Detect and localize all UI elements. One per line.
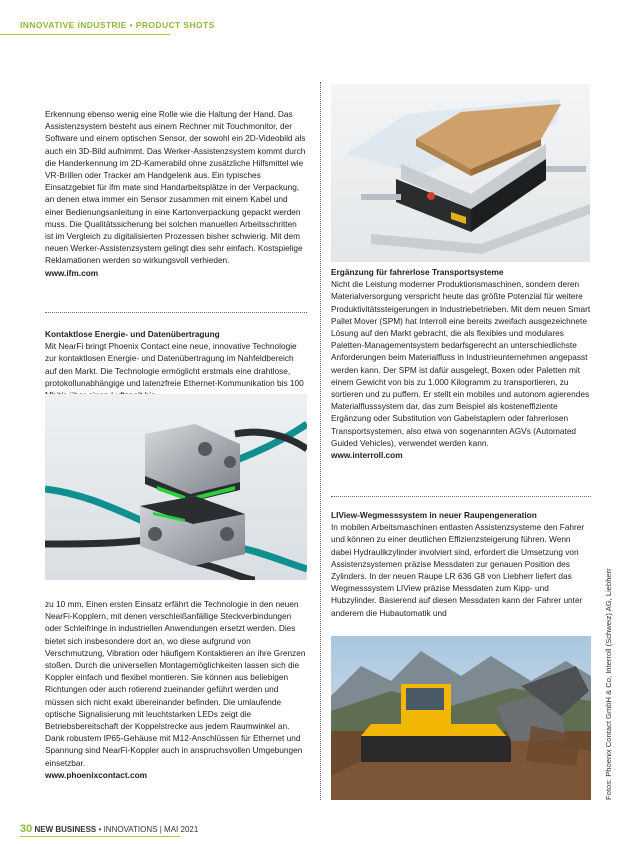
page-footer (20, 823, 198, 835)
footer-section: INNOVATIONS (103, 825, 158, 834)
header-bullet: • (129, 20, 134, 30)
nearfi-heading: Kontaktlose Energie- und Datenübertragung (45, 329, 220, 339)
photo-credit (604, 520, 618, 800)
smart-pallet-mover-photo (331, 84, 590, 262)
crawler-loader-photo (331, 636, 591, 800)
liebherr-heading: LIView-Wegmesssystem in neuer Raupengeneration (331, 510, 537, 520)
liebherr-article (331, 509, 593, 619)
footer-bullet: • (98, 825, 102, 834)
phoenix-link[interactable]: www.phoenixcontact.com (45, 769, 148, 780)
liebherr-body: In mobilen Arbeitsmaschinen entlasten Assistenzsysteme den Fahrer und können zu einer deutlichen Effizienzsteigerung führen. Wenn dabei Hydraulikzylinder involviert sind, erfordert die Umsetzung von Assistenzsystemen präzise Messdaten zur genauen Position des Zylinders. In der neuen Raupe LR 636 G8 von Liebherr liefert das Wegmesssystem LIView präzise Messdaten zum Kipp- und Hubzylinder. Basierend auf diesen Messdaten kann der Fahrer unter anderem die Hubautomatik und (331, 522, 585, 618)
nearfi-body-top: Mit NearFi bringt Phoenix Contact eine neue, innovative Technologie zur kontaktlosen Energie- und Datenübertragung im Nahfeldbereich auf den Markt. Die Technologie ermöglicht erstmals eine drahtlose, protokollunabhängige und latenzfreie Ethernet-Kommunikation bis 100 (45, 341, 304, 388)
column-divider (320, 82, 321, 800)
header-rule (0, 22, 170, 35)
footer-rule (20, 836, 180, 837)
interroll-article (331, 266, 593, 461)
section-divider-right (331, 496, 591, 497)
footer-issue: MAI 2021 (164, 825, 199, 834)
interroll-link[interactable]: www.interroll.com (331, 450, 403, 461)
interroll-body: Nicht die Leistung moderner Produktionsmaschinen, sondern deren Materialversorgung verspricht heute das größte Potenzial für weitere Produktivitätssteigerungen in Industriebetrieben. Mit dem neuen Smart Pallet Mover (SPM) hat Interroll eine bereits zweifach ausgezeichnete Lösung auf den Markt gebracht, die als flexibles und modulares Paletten-Managementsystem bedarfsgerecht an unterschiedlichste Anforderungen beim Materialfluss in Industrieunternehmen angepasst werden kann. Der SPM ist dafür ausgelegt, Boxen oder Paletten mit einem Gewicht von bis zu 1.000 Kilogramm zu transportieren, zu sortieren und zu puffern. Er stellt ein mobiles und autonom agierendes Materialflusssystem dar, das zum Beispiel als kosteneffiziente Ergänzung oder Substitution von Gabelstaplern oder fahrerlosen Transportsystemen, also etwa von sogenannten AGVs (Automated Guided Vehicles), verwendet werden kann. (331, 279, 591, 448)
header-subsection: PRODUCT SHOTS (135, 20, 215, 30)
header-section: INNOVATIVE INDUSTRIE (20, 20, 127, 30)
footer-separator: | (159, 825, 162, 834)
ifm-link[interactable]: www.ifm.com (45, 267, 99, 278)
nearfi-body-bottom: zu 10 mm. Einen ersten Einsatz erfährt die Technologie in den neuen NearFi-Kopplern, mit denen verschleißanfällige Steckverbindungen oder Schleifringe in industriellen Anwendungen ersetzt werden. Dies bietet sich insbesondere dort an, wo diese aufgrund von Verschmutzung, Vibration oder häufigem Kontaktieren an ihre Grenzen stoßen. Durch die universellen Montagemöglichkeiten lassen sich die Koppler einfach und flexibel montieren. Sie können aus beliebigen Richtungen oder auch rotierend zueinander geführt werden und müssen sich nicht exakt übereinander befinden. Die umlaufende optische Signalisierung mit leuchtstarken LEDs zeigt die Betriebsbereitschaft der Koppelstrecke aus jedem Raumwinkel an. Dank robustem IP65-Gehäuse mit M12-Anschlüssen für Ethernet und Spannung sind NearFi-Koppler auch in anspruchsvollen Umgebungen einsetzbar. (45, 599, 306, 768)
section-divider-left (45, 312, 307, 313)
magazine-name: NEW BUSINESS (34, 825, 97, 834)
photo-credit-text: Fotos: Phoenix Contact GmbH & Co, Interroll (Schweiz) AG, Liebherr (604, 568, 613, 800)
nearfi-article-top (45, 328, 307, 401)
interroll-heading: Ergänzung für fahrerlose Transportsysteme (331, 267, 504, 277)
page-number: 30 (20, 823, 33, 835)
nearfi-coupler-photo (45, 394, 307, 580)
intro-paragraph: Erkennung ebenso wenig eine Rolle wie die Haltung der Hand. Das Assistenzsystem besteht aus einem Rechner mit Touchmonitor, der Software und einem optischen Sensor, der sowohl ein 2D-Videobild als auch ein 3D-Bild aufnimmt. Das Werker-Assistenzsystem kommt durch die Handerkennung im 2D-Kamerabild ohne zusätzliche Hilfsmittel wie VR-Brillen oder Tracker am Handgelenk aus. Ein typisches Einsatzgebiet für ifm mate sind Handarbeitsplätze in der Verpackung, an denen etwa immer ein Sensor zusammen mit einem Kabel und einer Bedienungsanleitung in eine Kartonverpackung gepackt werden muss. Die Qualitätssicherung bei solchen manuellen Arbeitsschritten ist im Vergleich zu digitalisierten Prozessen bisher schwierig. Mit dem neuen Werker-Assistenzsystem gelingt dies sehr einfach. Kostspielige Reklamationen werden so wirkungsvoll verhieden. (45, 109, 306, 266)
left-column-intro (45, 108, 307, 279)
nearfi-article-bottom (45, 598, 307, 781)
